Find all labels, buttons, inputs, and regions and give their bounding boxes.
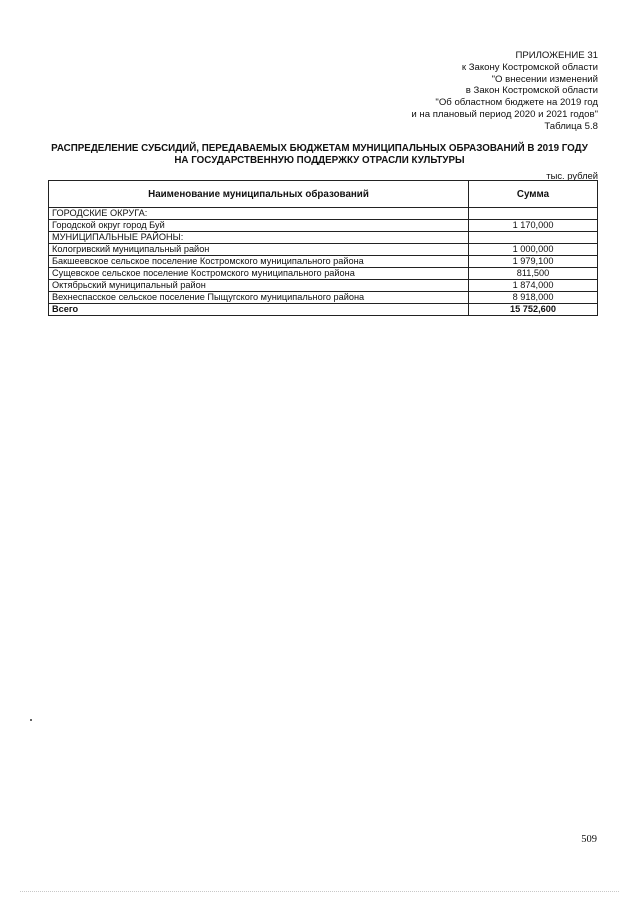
document-title xyxy=(40,143,599,167)
table-row xyxy=(49,268,598,280)
table-row xyxy=(49,244,598,256)
row-name: Вехнеспасское сельское поселение Пыщугского муниципального района xyxy=(49,292,469,304)
row-amount: 1 979,100 xyxy=(469,256,598,268)
appendix-header-line: в Закон Костромской области xyxy=(465,85,598,97)
row-amount: 1 170,000 xyxy=(469,220,598,232)
table-header-row xyxy=(49,181,598,208)
row-name: ГОРОДСКИЕ ОКРУГА: xyxy=(49,208,469,220)
row-amount: 811,500 xyxy=(469,268,598,280)
appendix-header-line: к Закону Костромской области xyxy=(461,61,598,73)
row-name: Октябрьский муниципальный район xyxy=(49,280,469,292)
scan-speck xyxy=(30,719,32,721)
appendix-header-line: и на плановый период 2020 и 2021 годов" xyxy=(411,108,598,120)
table-row xyxy=(49,232,598,244)
row-amount: 1 874,000 xyxy=(469,280,598,292)
row-name: Городской округ город Буй xyxy=(49,220,469,232)
total-label: Всего xyxy=(49,304,469,316)
table-row xyxy=(49,208,598,220)
column-header-amount: Сумма xyxy=(469,181,598,208)
scan-edge-line xyxy=(20,891,619,892)
units-label: тыс. рублей xyxy=(546,170,598,181)
row-name: Бакшеевское сельское поселение Костромского муниципального района xyxy=(49,256,469,268)
row-name: Кологривский муниципальный район xyxy=(49,244,469,256)
row-amount xyxy=(469,232,598,244)
row-amount: 1 000,000 xyxy=(469,244,598,256)
total-amount: 15 752,600 xyxy=(469,304,598,316)
appendix-header-line: "О внесении изменений xyxy=(491,73,598,85)
table-row xyxy=(49,256,598,268)
appendix-header-line: ПРИЛОЖЕНИЕ 31 xyxy=(515,50,598,61)
page-number: 509 xyxy=(581,834,597,845)
subsidy-table xyxy=(48,180,598,316)
document-title-line-1: РАСПРЕДЕЛЕНИЕ СУБСИДИЙ, ПЕРЕДАВАЕМЫХ БЮДЖЕТАМ МУНИЦИПАЛЬНЫХ ОБРАЗОВАНИЙ В 2019 ГОДУ xyxy=(51,143,588,154)
column-header-name: Наименование муниципальных образований xyxy=(49,181,469,208)
row-amount: 8 918,000 xyxy=(469,292,598,304)
row-name: Сущевское сельское поселение Костромского муниципального района xyxy=(49,268,469,280)
table-row xyxy=(49,280,598,292)
row-name: МУНИЦИПАЛЬНЫЕ РАЙОНЫ: xyxy=(49,232,469,244)
table-row xyxy=(49,292,598,304)
appendix-header xyxy=(411,50,598,133)
appendix-header-line: "Об областном бюджете на 2019 год xyxy=(435,97,598,109)
table-number: Таблица 5.8 xyxy=(544,120,598,132)
row-amount xyxy=(469,208,598,220)
table-row xyxy=(49,220,598,232)
document-title-line-2: НА ГОСУДАРСТВЕННУЮ ПОДДЕРЖКУ ОТРАСЛИ КУЛЬТУРЫ xyxy=(174,154,465,166)
table-total-row xyxy=(49,304,598,316)
